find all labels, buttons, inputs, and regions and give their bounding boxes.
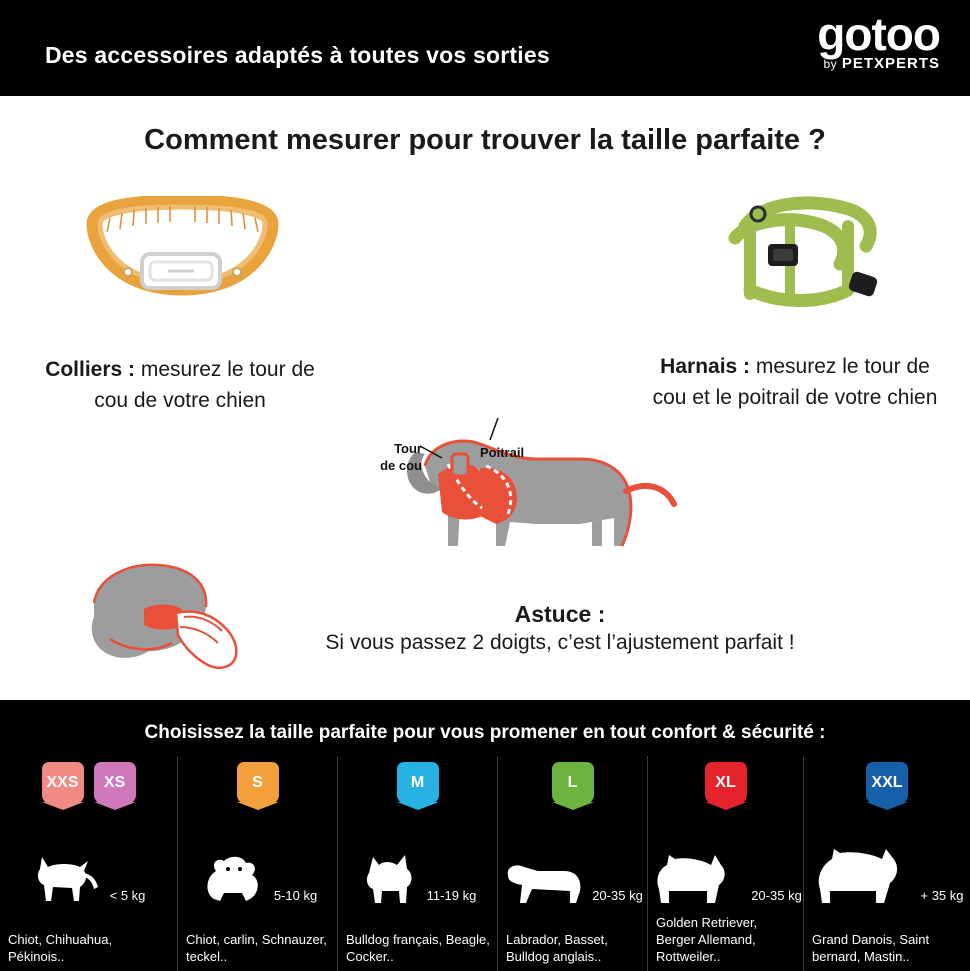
breeds-xl: Golden Retriever, Berger Allemand, Rottweiler.. bbox=[656, 915, 758, 964]
size-badge-xxs[interactable]: XXS bbox=[42, 762, 84, 804]
page-title: Comment mesurer pour trouver la taille parfaite ? bbox=[144, 124, 826, 156]
brand-by-label: by bbox=[823, 57, 838, 71]
french-bulldog-silhouette-icon bbox=[359, 851, 421, 907]
collar-caption-text: mesurez le tour de cou de votre chien bbox=[94, 358, 315, 412]
harness-caption-bold: Harnais : bbox=[660, 355, 751, 378]
brand-logo bbox=[817, 10, 940, 72]
size-column-m bbox=[338, 756, 498, 971]
size-column-s bbox=[178, 756, 338, 971]
badge-group bbox=[498, 762, 647, 808]
chihuahua-silhouette-icon bbox=[32, 855, 104, 907]
label-tour-de-cou-line1: Tour bbox=[394, 441, 422, 456]
breeds-m: Bulldog français, Beagle, Cocker.. bbox=[346, 932, 490, 964]
dog-measuring-diagram bbox=[330, 396, 690, 596]
harness-caption-text: mesurez le tour de cou et le poitrail de votre chien bbox=[652, 355, 938, 409]
harness-caption bbox=[645, 351, 945, 413]
size-column-xxs-xs bbox=[0, 756, 178, 971]
pomeranian-silhouette-icon bbox=[198, 853, 268, 907]
labrador-silhouette-icon bbox=[502, 855, 586, 907]
breeds-xxs-xs: Chiot, Chihuahua, Pékinois.. bbox=[8, 932, 113, 964]
brand-name: gotoo bbox=[817, 8, 940, 60]
header-title: Des accessoires adaptés à toutes vos sorties bbox=[45, 42, 550, 68]
size-badge-xxl[interactable]: XXL bbox=[866, 762, 908, 804]
main-section bbox=[0, 96, 970, 700]
badge-group bbox=[338, 762, 497, 808]
breeds-xxl: Grand Danois, Saint bernard, Mastin.. bbox=[812, 932, 930, 964]
collar-caption bbox=[30, 354, 330, 416]
size-badge-l[interactable]: L bbox=[552, 762, 594, 804]
header-bar bbox=[0, 0, 970, 96]
breeds-l: Labrador, Basset, Bulldog anglais.. bbox=[506, 932, 608, 964]
size-badge-xs[interactable]: XS bbox=[94, 762, 136, 804]
size-column-xxl bbox=[804, 756, 970, 971]
size-badge-s[interactable]: S bbox=[237, 762, 279, 804]
dog-row bbox=[498, 855, 647, 907]
badge-group bbox=[804, 762, 970, 808]
great-dane-silhouette-icon bbox=[810, 847, 914, 907]
badge-group bbox=[178, 762, 337, 808]
breeds-s: Chiot, carlin, Schnauzer, teckel.. bbox=[186, 932, 327, 964]
label-poitrail: Poitrail bbox=[480, 445, 525, 460]
dog-collar-icon bbox=[80, 196, 285, 326]
size-table bbox=[0, 756, 970, 971]
weight-xxl: + 35 kg bbox=[920, 888, 964, 903]
size-badge-m[interactable]: M bbox=[397, 762, 439, 804]
size-column-l bbox=[498, 756, 648, 971]
brand-subtitle bbox=[817, 56, 940, 72]
size-section bbox=[0, 700, 970, 971]
rottweiler-silhouette-icon bbox=[649, 851, 745, 907]
size-section-title: Choisissez la taille parfaite pour vous promener en tout confort & sécurité : bbox=[144, 722, 826, 743]
tip-block bbox=[180, 601, 940, 655]
label-tour-de-cou-line2: de cou bbox=[380, 458, 422, 473]
tip-text: Si vous passez 2 doigts, c’est l’ajustement parfait ! bbox=[325, 631, 795, 654]
weight-s: 5-10 kg bbox=[273, 888, 318, 903]
weight-xl: 20-35 kg bbox=[751, 888, 802, 903]
badge-group bbox=[648, 762, 803, 808]
dog-row bbox=[178, 853, 337, 907]
dog-harness-icon bbox=[690, 186, 895, 326]
dog-row bbox=[338, 851, 497, 907]
dog-row bbox=[804, 847, 970, 907]
weight-xxs-xs: < 5 kg bbox=[109, 888, 146, 903]
weight-l: 20-35 kg bbox=[592, 888, 643, 903]
collar-caption-bold: Colliers : bbox=[45, 358, 136, 381]
dog-row bbox=[648, 851, 803, 907]
dog-row bbox=[0, 855, 177, 907]
size-column-xl bbox=[648, 756, 804, 971]
tip-title: Astuce : bbox=[514, 601, 606, 627]
weight-m: 11-19 kg bbox=[426, 888, 477, 903]
badge-group bbox=[0, 762, 177, 808]
brand-partner-label: PETXPERTS bbox=[841, 55, 940, 72]
size-badge-xl[interactable]: XL bbox=[705, 762, 747, 804]
